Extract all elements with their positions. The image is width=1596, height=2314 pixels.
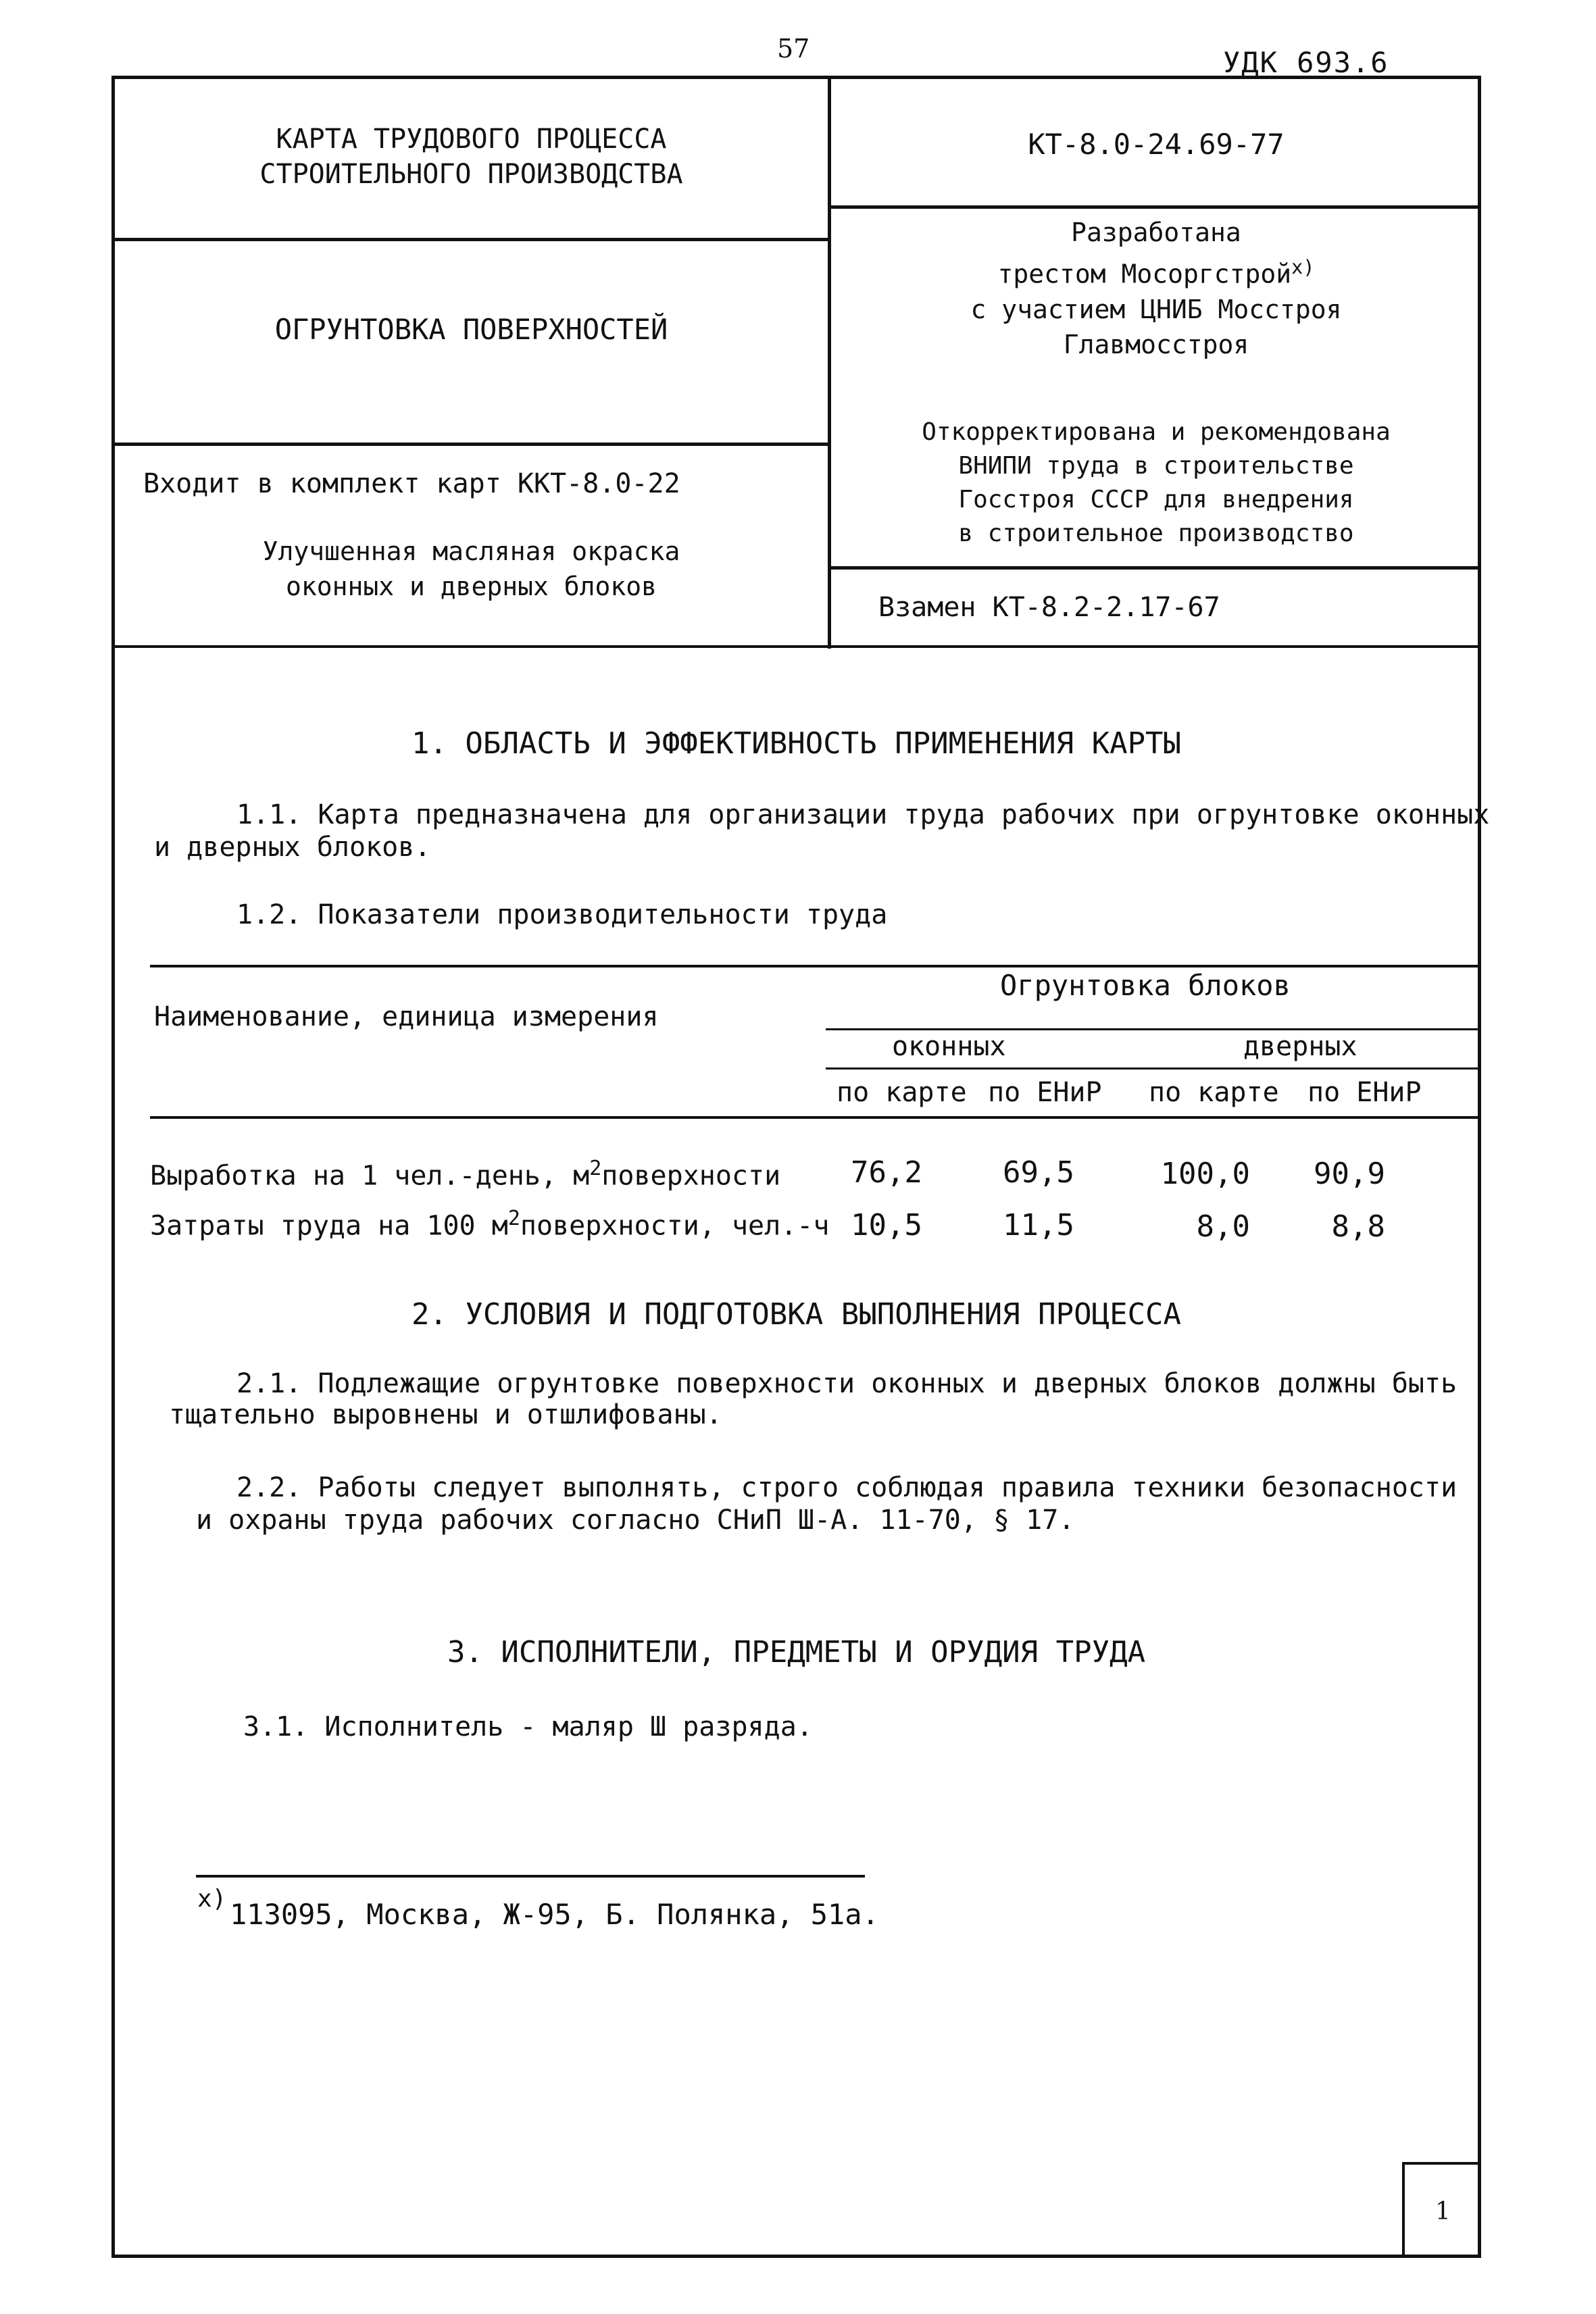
corrected-line-3: Госстроя СССР для внедрения [958,486,1354,513]
table-header-by-card-1: по карте [837,1077,967,1108]
table-cell: 76,2 [851,1155,922,1190]
corrected-line-4: в строительное производство [958,520,1354,547]
section-2-title: 2. УСЛОВИЯ И ПОДГОТОВКА ВЫПОЛНЕНИЯ ПРОЦЕССА [411,1297,1182,1332]
table-header-by-enir-1: по ЕНиР [988,1077,1102,1108]
table-group-rule [826,1028,1481,1030]
corrected-by [831,416,1481,551]
table-cell: 69,5 [1003,1155,1074,1190]
header-rule-right-1 [831,205,1481,209]
section-1-1-line-2: и дверных блоков. [154,832,431,863]
table-col-name-header: Наименование, единица измерения [154,1001,659,1032]
table-cell: 8,0 [1196,1209,1250,1244]
header-rule-left-2 [111,443,828,446]
footnote-mark: x) [197,1885,227,1913]
section-1-2-text: 1.2. Показатели производительности труда [236,899,888,930]
subject-title: ОГРУНТОВКА ПОВЕРХНОСТЕЙ [274,313,668,346]
section-2-2-line-2: и охраны труда рабочих согласно СНиП Ш-А. 11-70, § 17. [196,1505,1075,1536]
table-cell: 8,8 [1331,1209,1385,1244]
table-group-header: Огрунтовка блоков [1000,969,1291,1002]
set-name-line-1: Улучшенная масляная окраска [262,536,680,566]
developed-line-3: с участием ЦНИБ Мосстроя [970,294,1342,324]
set-membership: Входит в комплект карт ККТ-8.0-22 [143,468,680,499]
section-2-2-line-1: 2.2. Работы следует выполнять, строго соблюдая правила техники безопасности [236,1472,1457,1503]
card-title-line-2: СТРОИТЕЛЬНОГО ПРОИЗВОДСТВА [259,159,683,190]
table-cell: 10,5 [851,1208,922,1242]
table-header-by-enir-2: по ЕНиР [1307,1077,1422,1108]
developed-line-4: Главмосстроя [1063,329,1249,359]
developed-line-1: Разработана [1071,218,1241,247]
replaces-note: Взамен КТ-8.2-2.17-67 [878,592,1220,623]
corrected-line-1: Откорректирована и рекомендована [922,418,1391,446]
footnote-reference: x) [1291,256,1315,278]
card-title-line-1: КАРТА ТРУДОВОГО ПРОЦЕССА [276,124,667,155]
table-cell: 90,9 [1314,1157,1385,1191]
sheet-number: 1 [1435,2197,1451,2225]
table-header-bottom-rule [150,1116,1481,1119]
table-row-label: Выработка на 1 чел.-день, $м^2поверхности$ [150,1157,781,1192]
page-number: 57 [777,34,810,64]
section-1-title: 1. ОБЛАСТЬ И ЭФФЕКТИВНОСТЬ ПРИМЕНЕНИЯ КАРТЫ [411,726,1182,761]
set-name [115,534,828,604]
section-3-1-text: 3.1. Исполнитель - маляр Ш разряда. [243,1711,813,1742]
footnote-rule [196,1875,865,1878]
table-cell: 100,0 [1160,1157,1250,1191]
card-title [115,122,828,192]
section-1-1-line-1: 1.1. Карта предназначена для организации труда рабочих при огрунтовке оконных [236,799,1490,830]
table-top-rule [150,965,1481,967]
developed-by [831,215,1481,362]
section-3-title: 3. ИСПОЛНИТЕЛИ, ПРЕДМЕТЫ И ОРУДИЯ ТРУДА [447,1635,1146,1669]
header-bottom-rule [111,645,1481,648]
udk-code: УДК 693.6 [1223,46,1389,79]
table-header-by-card-2: по карте [1149,1077,1279,1108]
table-subheader-doors: дверных [1243,1031,1357,1062]
table-row-label: Затраты труда на 100 $м^2поверхности$, чел.-ч [150,1207,830,1242]
card-code: КТ-8.0-24.69-77 [1028,128,1285,161]
table-subheader-windows: оконных [892,1031,1006,1062]
corrected-line-2: ВНИПИ труда в строительстве [958,452,1354,480]
section-2-1-line-2: тщательно выровнены и отшлифованы. [169,1399,722,1430]
header-rule-left-1 [111,238,828,241]
sheet-number-box [1402,2162,1481,2258]
table-cell: 11,5 [1003,1208,1074,1242]
set-name-line-2: оконных и дверных блоков [285,572,657,601]
developed-line-2: трестом Мосоргстрой$^{x)}$ [997,256,1315,289]
section-2-1-line-1: 2.1. Подлежащие огрунтовке поверхности оконных и дверных блоков должны быть [236,1368,1457,1399]
header-rule-right-2 [831,566,1481,570]
footnote-text: 113095, Москва, Ж-95, Б. Полянка, 51а. [230,1898,879,1931]
table-subgroup-rule [826,1067,1481,1070]
